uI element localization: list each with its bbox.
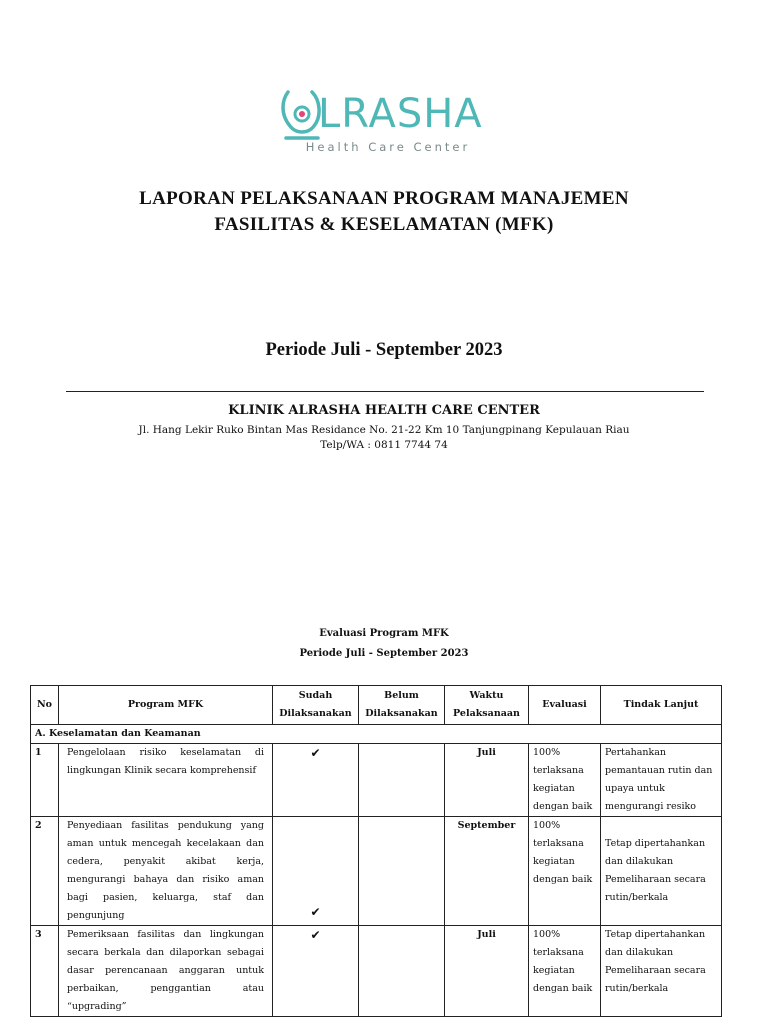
evaluation-table bbox=[30, 685, 722, 1017]
logo-wordmark: LRASHA bbox=[318, 91, 483, 137]
row-evaluasi: 100% terlaksana kegiatan dengan baik bbox=[529, 817, 601, 926]
row-program: Pengelolaan risiko keselamatan di lingkungan Klinik secara komprehensif bbox=[59, 744, 273, 817]
table-header-row bbox=[31, 686, 722, 725]
divider-line bbox=[66, 391, 704, 392]
evaluation-period: Periode Juli - September 2023 bbox=[299, 648, 469, 659]
header-tindak-lanjut: Tindak Lanjut bbox=[601, 686, 722, 725]
header-evaluasi: Evaluasi bbox=[529, 686, 601, 725]
header-belum-line2: Dilaksanakan bbox=[365, 708, 438, 719]
report-period: Periode Juli - September 2023 bbox=[265, 340, 503, 360]
header-no: No bbox=[31, 686, 59, 725]
section-a-label: A. Keselamatan dan Keamanan bbox=[31, 725, 722, 744]
row-sudah-check: ✔ bbox=[273, 817, 359, 926]
row-evaluasi: 100% terlaksana kegiatan dengan baik bbox=[529, 926, 601, 1017]
header-sudah bbox=[273, 686, 359, 725]
header-belum-line1: Belum bbox=[384, 690, 419, 701]
row-belum bbox=[359, 817, 445, 926]
header-waktu-line1: Waktu bbox=[469, 690, 504, 701]
clinic-name: KLINIK ALRASHA HEALTH CARE CENTER bbox=[228, 403, 540, 418]
clinic-logo bbox=[278, 84, 490, 160]
header-belum bbox=[359, 686, 445, 725]
report-title-line2: FASILITAS & KESELAMATAN (MFK) bbox=[214, 214, 554, 235]
table-row bbox=[31, 817, 722, 926]
evaluation-title: Evaluasi Program MFK bbox=[319, 628, 449, 639]
row-belum bbox=[359, 926, 445, 1017]
clinic-address: Jl. Hang Lekir Ruko Bintan Mas Residance No. 21-22 Km 10 Tanjungpinang Kepulauan Riau bbox=[138, 424, 630, 436]
row-tindak-lanjut: Tetap dipertahankan dan dilakukan Pemeliharaan secara rutin/berkala bbox=[601, 926, 722, 1017]
row-no: 1 bbox=[31, 744, 59, 817]
table-row bbox=[31, 744, 722, 817]
row-waktu: Juli bbox=[445, 926, 529, 1017]
header-waktu bbox=[445, 686, 529, 725]
row-program: Penyediaan fasilitas pendukung yang aman untuk mencegah kecelakaan dan cedera, penyakit akibat kerja, mengurangi bahaya dan risiko aman bagi pasien, keluarga, staf dan pengunjung bbox=[59, 817, 273, 926]
logo-tagline: Health Care Center bbox=[305, 140, 471, 154]
row-waktu: September bbox=[445, 817, 529, 926]
row-no: 3 bbox=[31, 926, 59, 1017]
row-no: 2 bbox=[31, 817, 59, 926]
row-tindak-lanjut: Tetap dipertahankan dan dilakukan Pemeliharaan secara rutin/berkala bbox=[601, 817, 722, 926]
row-tindak-lanjut: Pertahankan pemantauan rutin dan upaya untuk mengurangi resiko bbox=[601, 744, 722, 817]
clinic-phone: Telp/WA : 0811 7744 74 bbox=[320, 439, 448, 451]
row-program: Pemeriksaan fasilitas dan lingkungan secara berkala dan dilaporkan sebagai dasar perencanaan anggaran untuk perbaikan, penggantian atau “upgrading” bbox=[59, 926, 273, 1017]
row-evaluasi: 100% terlaksana kegiatan dengan baik bbox=[529, 744, 601, 817]
header-sudah-line1: Sudah bbox=[298, 690, 333, 701]
table-row bbox=[31, 926, 722, 1017]
report-title-line1: LAPORAN PELAKSANAAN PROGRAM MANAJEMEN bbox=[139, 188, 629, 209]
header-program: Program MFK bbox=[59, 686, 273, 725]
row-belum bbox=[359, 744, 445, 817]
row-waktu: Juli bbox=[445, 744, 529, 817]
header-waktu-line2: Pelaksanaan bbox=[453, 708, 520, 719]
row-sudah-check: ✔ bbox=[273, 926, 359, 1017]
section-row bbox=[31, 725, 722, 744]
row-sudah-check: ✔ bbox=[273, 744, 359, 817]
header-sudah-line2: Dilaksanakan bbox=[279, 708, 352, 719]
